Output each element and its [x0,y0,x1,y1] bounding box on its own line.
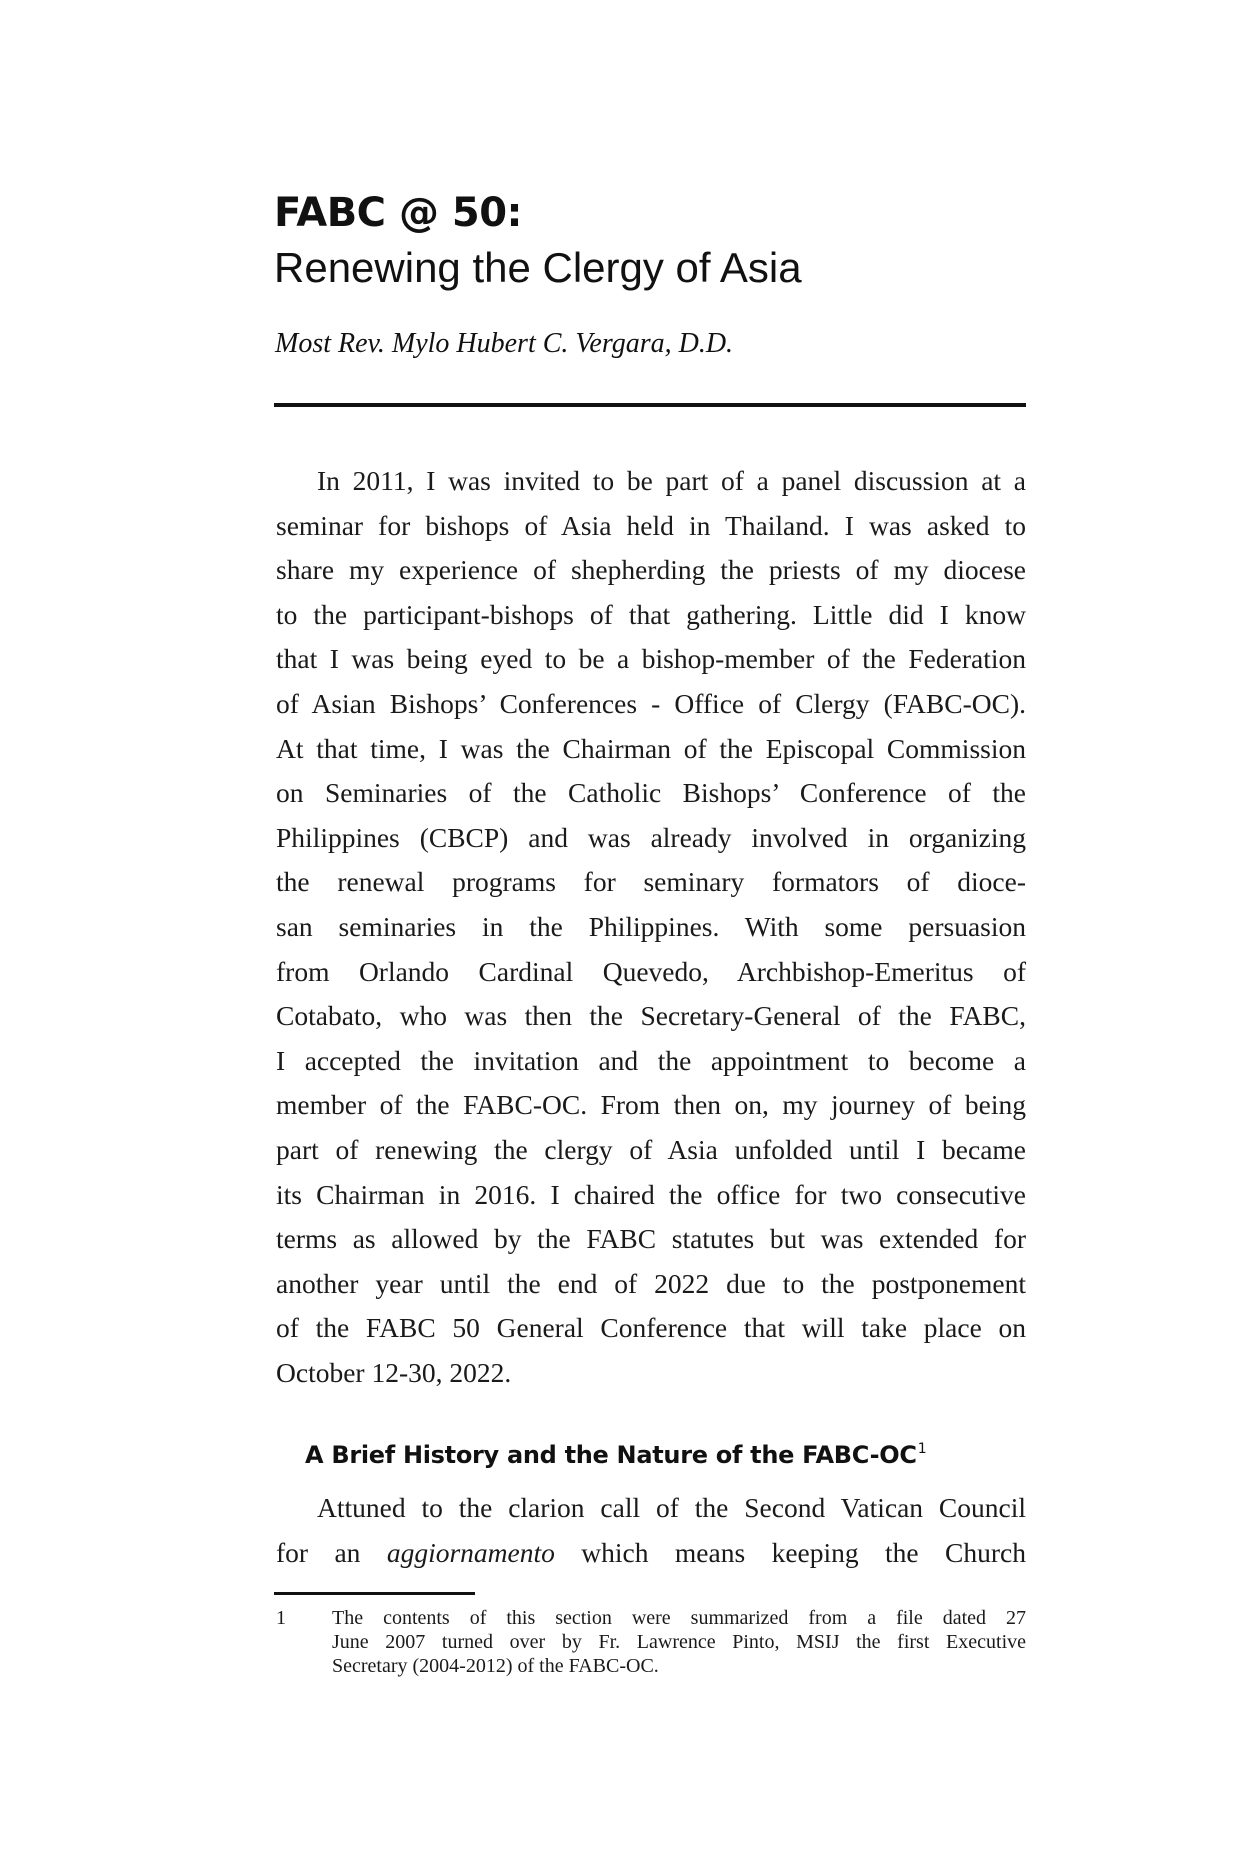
paragraph-line [276,1531,1026,1576]
italic-term: aggiornamento [386,1536,555,1568]
footnote-number: 1 [276,1607,286,1629]
section-paragraph [276,1486,1026,1575]
footnote-divider [274,1592,475,1595]
paragraph-line: its Chairman in 2016. I chaired the office for two consecutive [276,1178,1026,1210]
footnote-line: June 2007 turned over by Fr. Lawrence Pinto, MSIJ the first Executive [332,1631,1026,1653]
paragraph-line: part of renewing the clergy of Asia unfolded until I became [276,1133,1026,1165]
footnote-line: Secretary (2004-2012) of the FABC-OC. [332,1655,659,1677]
paragraph-line: In 2011, I was invited to be part of a panel discussion at a [317,465,1026,496]
article-author: Most Rev. Mylo Hubert C. Vergara, D.D. [275,328,734,359]
paragraph-line: seminar for bishops of Asia held in Thailand. I was asked to [276,509,1026,541]
paragraph-line: member of the FABC-OC. From then on, my journey of being [276,1089,1026,1121]
paragraph-line: October 12-30, 2022. [276,1356,512,1388]
paragraph-line: share my experience of shepherding the priests of my diocese [276,554,1026,586]
title-divider [274,403,1026,407]
section-heading [305,1432,926,1472]
paragraph-line: of the FABC 50 General Conference that will take place on [276,1312,1026,1344]
intro-paragraph [276,459,1026,1395]
paragraph-line: the renewal programs for seminary formators of dioce- [276,866,1026,898]
text-segment: for an [276,1536,387,1568]
footnote-reference[interactable]: 1 [917,1441,927,1457]
footnote-line: The contents of this section were summarized from a file dated 27 [332,1607,1026,1629]
footnote-text [332,1606,1026,1678]
paragraph-line: terms as allowed by the FABC statutes but was extended for [276,1223,1026,1255]
paragraph-line: from Orlando Cardinal Quevedo, Archbishop-Emeritus of [276,955,1026,987]
paragraph-line: on Seminaries of the Catholic Bishops’ Conference of the [276,777,1026,809]
paragraph-line: At that time, I was the Chairman of the Episcopal Commission [276,732,1026,764]
paragraph-line: that I was being eyed to be a bishop-member of the Federation [276,643,1026,675]
paragraph-line: san seminaries in the Philippines. With some persuasion [276,910,1026,942]
paragraph-line: Attuned to the clarion call of the Second Vatican Council [317,1492,1026,1523]
paragraph-line: to the participant-bishops of that gathering. Little did I know [276,598,1026,630]
article-title: FABC @ 50: [274,190,523,236]
paragraph-line: I accepted the invitation and the appointment to become a [276,1044,1026,1076]
section-heading-text: A Brief History and the Nature of the FABC-OC [305,1441,917,1469]
paragraph-line: Philippines (CBCP) and was already involved in organizing [276,821,1026,853]
paragraph-line: another year until the end of 2022 due to the postponement [276,1267,1026,1299]
paragraph-line: Cotabato, who was then the Secretary-General of the FABC, [276,1000,1026,1032]
text-segment: which means keeping the Church [554,1536,1026,1568]
paragraph-line: of Asian Bishops’ Conferences - Office of Clergy (FABC-OC). [276,687,1026,719]
article-subtitle: Renewing the Clergy of Asia [274,244,802,291]
